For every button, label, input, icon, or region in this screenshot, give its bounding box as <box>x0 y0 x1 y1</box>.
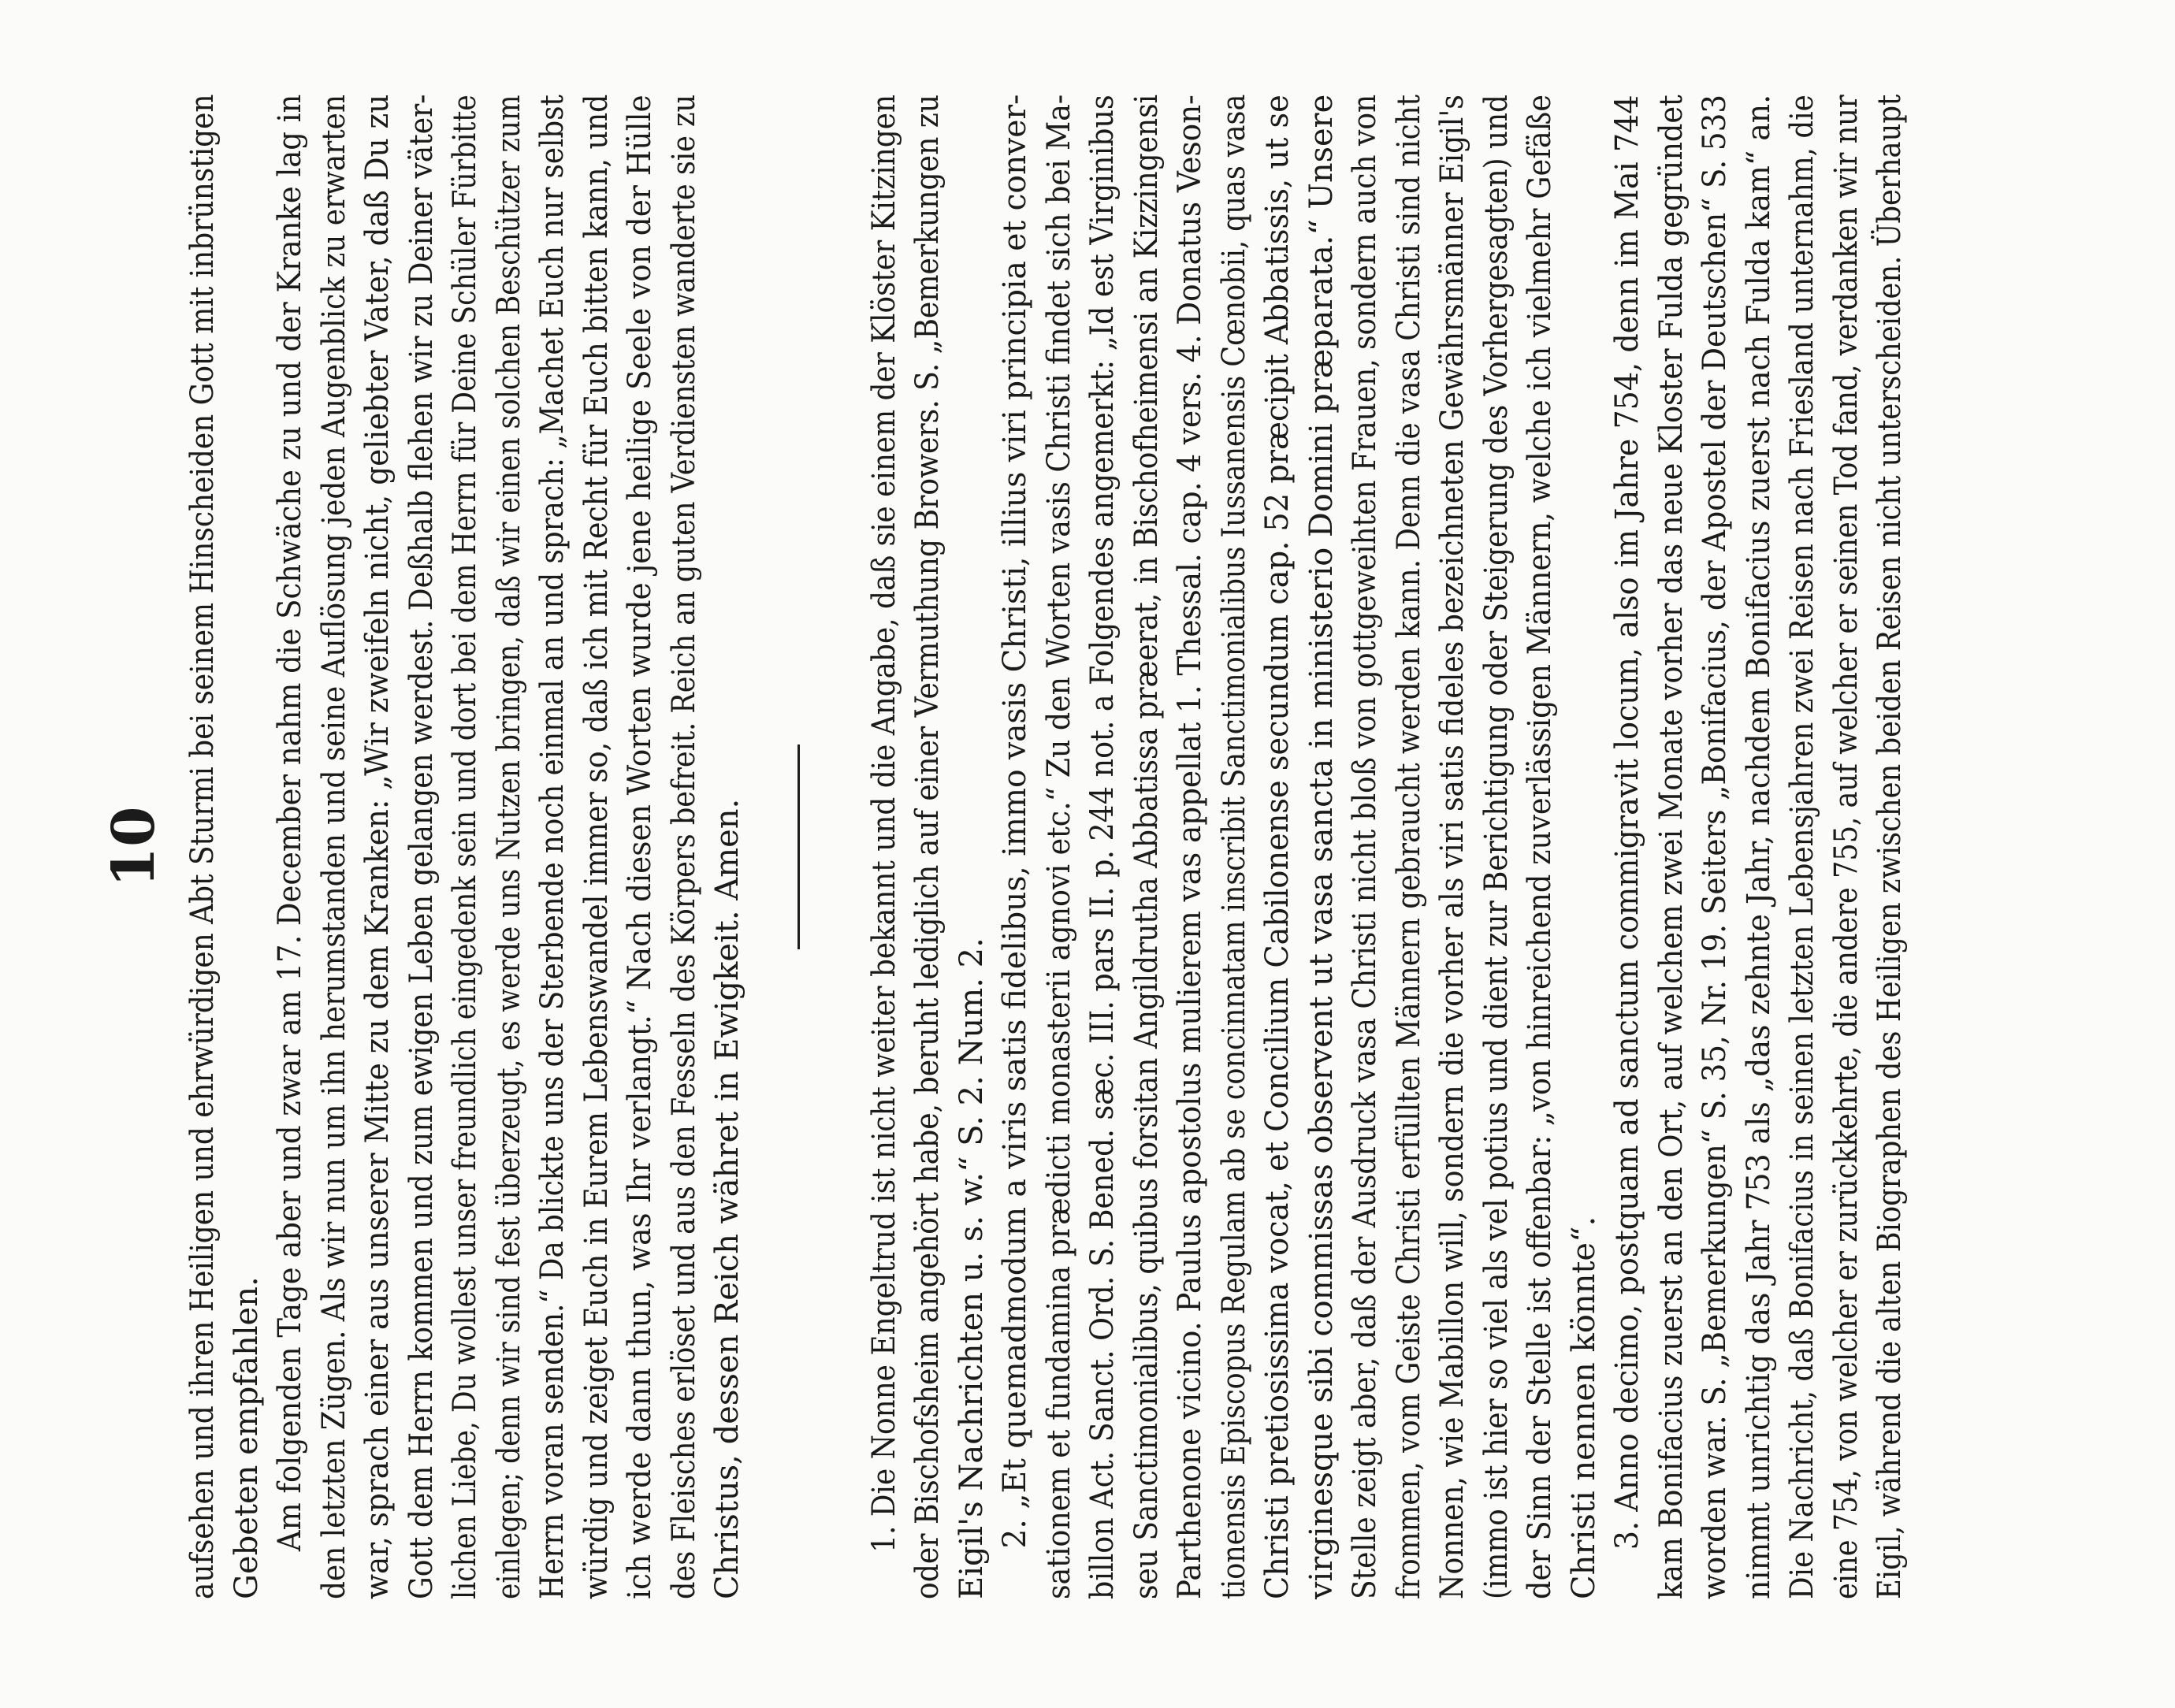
note-line: der Sinn der Stelle ist offenbar: „von hinreichend zuverlässigen Männern, welche ich vielmehr Gefäße <box>1522 95 1558 1599</box>
main-line: lichen Liebe, Du wollest unser freundlich eingedenk sein und dort bei dem Herrn für Deine Schüler Fürbitte <box>447 95 483 1599</box>
note-line: seu Sanctimonialibus, quibus forsitan Angildrutha Abbatissa præerat, in Bischofheimensi an Kizzingensi <box>1128 94 1165 1599</box>
rotated-page-content <box>95 71 1939 1623</box>
note-line: (immo ist hier so viel als vel potius und dient zur Berichtigung oder Steigerung des Vorhergesagten) und <box>1478 95 1515 1599</box>
note-line: eine 754, von welcher er zurückkehrte, die andere 755, auf welcher er seinen Tod fand, verdanken wir nur <box>1827 95 1865 1599</box>
note-line: Eigil's Nachrichten u. s. w.“ S. 2. Num. 2. <box>953 938 990 1599</box>
main-line: aufsehen und ihren Heiligen und ehrwürdigen Abt Sturmi bei seinem Hinscheiden Gott mit inbrünstigen <box>184 94 221 1599</box>
note-line: kam Bonifacius zuerst an den Ort, auf welchem zwei Monate vorher das neue Kloster Fulda gegründet <box>1653 95 1690 1599</box>
page-number: 10 <box>100 806 168 888</box>
note-line: nimmt unrichtig das Jahr 753 als „das zehnte Jahr, nachdem Bonifacius zuerst nach Fulda kam“ an. <box>1740 94 1777 1599</box>
main-line: ich werde dann thun, was Ihr verlangt.“ Nach diesen Worten wurde jene heilige Seele von der Hülle <box>622 95 658 1599</box>
main-line: Christus, dessen Reich währet in Ewigkeit. Amen. <box>709 798 745 1599</box>
main-line: Herrn voran senden.“ Da blickte uns der Sterbende noch einmal an und sprach: „Machet Euch nur selbst <box>534 95 571 1599</box>
main-line: des Fleisches erlöset und aus den Fesseln des Körpers befreit. Reich an guten Verdiensten wanderte sie zu <box>665 94 702 1599</box>
note-line: sationem et fundamina prædicti monasterii agnovi etc.“ Zu den Worten vasis Christi findet sich bei Ma- <box>1040 94 1077 1599</box>
note-line: 1. Die Nonne Engeltrud ist nicht weiter bekannt und die Angabe, daß sie einem der Klöster Kitzingen <box>865 94 902 1553</box>
main-line: Gebeten empfahlen. <box>228 1276 265 1599</box>
footnotes <box>863 95 1913 1599</box>
main-line: den letzten Zügen. Als wir nun um ihn herumstanden und seine Auflösung jeden Augenblick zu erwarten <box>315 95 352 1599</box>
note-line: frommen, vom Geiste Christi erfüllten Männern gebraucht werden kann. Denn die vasa Christi sind nicht <box>1390 95 1427 1599</box>
note-line: oder Bischofsheim angehört habe, beruht lediglich auf einer Vermuthung Browers. S. „Bemerkungen zu <box>909 94 946 1599</box>
note-line: Christi pretiosissima vocat, et Concilium Cabilonense secundum cap. 52 præcipit Abbatissis, ut se <box>1259 95 1296 1599</box>
separator-rule <box>798 744 800 949</box>
note-line: 3. Anno decimo, postquam ad sanctum commigravit locum, also im Jahre 754, denn im Mai 744 <box>1609 95 1645 1550</box>
note-line: 2. „Et quemadmodum a viris satis fidelibus, immo vasis Christi, illius viri principia et conver- <box>997 94 1033 1549</box>
main-line: war, sprach einer aus unserer Mitte zu dem Kranken: „Wir zweifeln nicht, geliebter Vater, daß Du zu <box>359 94 396 1599</box>
main-line: einlegen; denn wir sind fest überzeugt, es werde uns Nutzen bringen, daß wir einen solchen Beschützer zum <box>490 95 527 1599</box>
note-line: Die Nachricht, daß Bonifacius in seinen letzten Lebensjahren zwei Reisen nach Friesland unternahm, die <box>1784 95 1820 1599</box>
note-line: virginesque sibi commissas observent ut vasa sancta in ministerio Domini præparata.“ Unsere <box>1303 94 1340 1599</box>
page-body <box>181 95 1913 1599</box>
main-line: Gott dem Herrn kommen und zum ewigen Leben gelangen werdest. Deßhalb flehen wir zu Deiner väter- <box>403 94 440 1599</box>
note-line: Parthenone vicino. Paulus apostolus mulierem vas appellat 1. Thessal. cap. 4 vers. 4. Donatus Veson- <box>1172 95 1208 1599</box>
note-line: Eigil, während die alten Biographen des Heiligen zwischen beiden Reisen nicht unterscheiden. Überhaupt <box>1872 94 1908 1599</box>
note-line: Christi nennen könnte“. <box>1565 1216 1602 1599</box>
note-line: Nonnen, wie Mabillon will, sondern die vorher als viri satis fideles bezeichneten Gewährsmänner Eigil's <box>1434 95 1470 1599</box>
note-line: tionensis Episcopus Regulam ab se concinnatam inscribit Sanctimonialibus Iussanensis Cœnobii, quas vasa <box>1215 94 1252 1599</box>
main-text <box>181 95 750 1599</box>
note-line: Stelle zeigt aber, daß der Ausdruck vasa Christi nicht bloß von gottgeweihten Frauen, sondern auch von <box>1347 94 1383 1599</box>
main-line: Am folgenden Tage aber und zwar am 17. December nahm die Schwäche zu und der Kranke lag in <box>272 94 308 1552</box>
note-line: billon Act. Sanct. Ord. S. Bened. sæc. III. pars II. p. 244 not. a Folgendes angemerkt: „Id est Virginibus <box>1084 95 1121 1599</box>
main-line: würdig und zeiget Euch in Eurem Lebenswandel immer so, daß ich mit Recht für Euch bitten kann, und <box>578 94 615 1599</box>
note-line: worden war. S. „Bemerkungen“ S. 35, Nr. 19. Seiters „Bonifacius, der Apostel der Deutschen“ S. 533 <box>1697 94 1733 1599</box>
